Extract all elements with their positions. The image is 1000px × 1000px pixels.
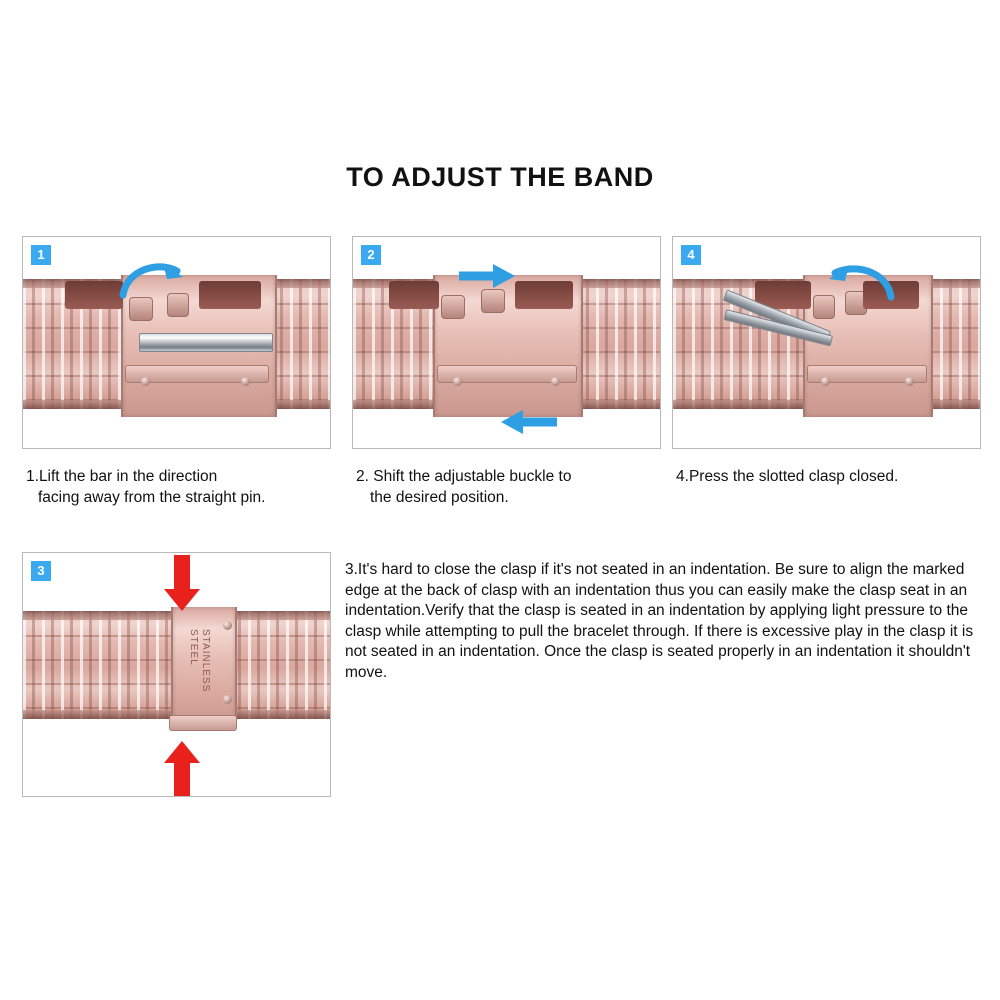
clasp-stamp-line2: STEEL — [188, 629, 199, 666]
spring-bar-tool-1 — [139, 333, 273, 352]
clasp-rivet-2b — [551, 377, 560, 386]
caption-step-4 — [676, 466, 976, 487]
band-edge-top-1b — [271, 279, 331, 288]
band-edge-top-3 — [23, 611, 173, 620]
clasp-rivet-3b — [223, 695, 232, 704]
press-up-arrow-3 — [161, 739, 203, 797]
band-edge-bottom-4 — [673, 400, 813, 409]
panel-step-3 — [22, 552, 331, 797]
clasp-lip-3 — [169, 715, 237, 731]
band-illustration-2 — [353, 279, 660, 419]
band-edge-bottom-3 — [23, 710, 173, 719]
caption-number-1: 1. — [26, 468, 39, 485]
press-arrow-4 — [823, 257, 897, 305]
band-links-3b — [229, 611, 331, 719]
band-illustration-4 — [673, 279, 980, 419]
press-down-arrow-3 — [161, 555, 203, 613]
band-edge-bottom-2b — [577, 400, 661, 409]
band-edge-bottom-1 — [23, 400, 123, 409]
step-badge-3: 3 — [31, 561, 51, 581]
band-links-2b — [577, 279, 661, 409]
clasp-tab-2 — [389, 281, 439, 309]
caption-line-1b: facing away from the straight pin. — [38, 489, 266, 506]
panel-step-1 — [22, 236, 331, 449]
clasp-tab-2b — [515, 281, 573, 309]
step-3-paragraph: 3.It's hard to close the clasp if it's not seated in an indentation. Be sure to align the marked edge at the back of clasp with an indentation thus you can easily make the clasp seat in an indentation.Verify that the clasp is seated in an indentation by applying light pressure to the clasp while attempting to pull the bracelet through. If there is excessive play in the clasp it is not seated in an indentation. Once the clasp is seated properly in an indentation it shouldn't move. — [345, 561, 974, 681]
band-links-3 — [23, 611, 173, 719]
step-badge-2: 2 — [361, 245, 381, 265]
band-right-2 — [577, 279, 661, 409]
band-right-3 — [229, 611, 331, 719]
band-illustration-3 — [23, 611, 330, 741]
step-badge-4: 4 — [681, 245, 701, 265]
rotate-arrow-1 — [117, 257, 187, 303]
clasp-rivet-1 — [141, 377, 150, 386]
clasp-rivet-2 — [453, 377, 462, 386]
caption-step-2 — [356, 466, 656, 508]
caption-number-4: 4. — [676, 468, 689, 485]
clasp-rivet-4 — [821, 377, 830, 386]
clasp-hinge-2 — [441, 295, 465, 319]
shift-arrow-left-2 — [497, 407, 559, 437]
caption-number-2: 2. — [356, 468, 369, 485]
shift-arrow-right-2 — [457, 261, 519, 291]
caption-line-2b: the desired position. — [370, 489, 509, 506]
clasp-tab-1b — [199, 281, 261, 309]
clasp-hinge-2b — [481, 289, 505, 313]
clasp-rivet-3 — [223, 621, 232, 630]
band-edge-bottom-3b — [229, 710, 331, 719]
band-left-3 — [23, 611, 173, 719]
band-edge-bottom-1b — [271, 400, 331, 409]
band-edge-top-3b — [229, 611, 331, 620]
clasp-rivet-4b — [905, 377, 914, 386]
band-edge-top-2b — [577, 279, 661, 288]
panel-step-2 — [352, 236, 661, 449]
panel-step-4 — [672, 236, 981, 449]
band-illustration-1 — [23, 279, 330, 419]
band-links-1b — [271, 279, 331, 409]
page-title: TO ADJUST THE BAND — [346, 162, 654, 192]
band-edge-bottom-2 — [353, 400, 435, 409]
band-right-1 — [271, 279, 331, 409]
clasp-tab-1 — [65, 281, 123, 309]
clasp-rivet-1b — [241, 377, 250, 386]
caption-line-1a: Lift the bar in the direction — [38, 468, 218, 485]
step-badge-1: 1 — [31, 245, 51, 265]
clasp-stamp-line1: STAINLESS — [200, 629, 211, 693]
caption-line-2a: Shift the adjustable buckle to — [373, 468, 572, 485]
caption-step-1 — [26, 466, 326, 508]
caption-line-4a: Press the slotted clasp closed. — [688, 468, 899, 485]
